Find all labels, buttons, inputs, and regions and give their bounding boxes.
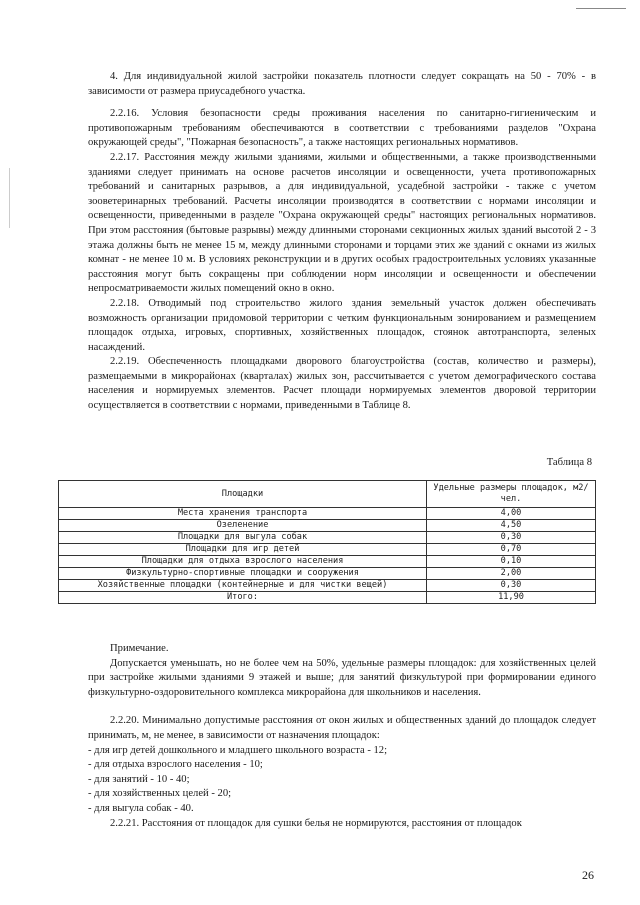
- list-item: - для выгула собак - 40.: [88, 802, 194, 814]
- note-text: Допускается уменьшать, но не более чем на 50%, удельные размеры площадок: для хозяйственных целей при застройке жилыми зданиями 9 этажей и выше; для занятий физкультурой при формировании единого физкультурно-оздоровительного комплекса микрорайона для школьников и населения.: [88, 657, 596, 698]
- table-cell-value: 2,00: [427, 568, 596, 580]
- paragraph-2-2-17: 2.2.17. Расстояния между жилыми зданиями, жилыми и общественными, а также производственными зданиями следует принимать на основе расчетов инсоляции и освещенности, учета противопожарных требований и санитарных разрывов, а для индивидуальной, усадебной застройки - также с учетом зооветеринарных требований. Расчеты инсоляции производятся в соответствии с нормами инсоляции и освещенности, приведенными в разделе "Охрана окружающей среды" настоящих региональных нормативов. При этом расстояния (бытовые разрывы) между длинными сторонами секционных жилых зданий высотой 2 - 3 этажа должны быть не менее 15 м, между длинными сторонами и торцами этих же зданий с окнами из жилых комнат - не менее 10 м. В условиях реконструкции и в других особых градостроительных условиях указанные расстояния могут быть сокращены при соблюдении норм инсоляции и освещенности и обеспечении непросматриваемости жилых помещений окно в окно.: [88, 151, 596, 295]
- table-row: [59, 556, 596, 568]
- table-cell-value: 4,00: [427, 508, 596, 520]
- table-cell-name: Площадки для выгула собак: [59, 532, 427, 544]
- table-cell-name: Места хранения транспорта: [59, 508, 427, 520]
- table-cell-value: 11,90: [427, 592, 596, 604]
- list-item: - для игр детей дошкольного и младшего школьного возраста - 12;: [88, 744, 388, 756]
- top-text-block: [88, 70, 596, 414]
- paragraph-2-2-18: 2.2.18. Отводимый под строительство жилого здания земельный участок должен обеспечивать возможность организации придомовой территории с четким функциональным зонированием и размещением площадок отдыха, игровых, спортивных, хозяйственных площадок, стоянок автотранспорта, зеленых насаждений.: [88, 297, 596, 353]
- table-header-row: [59, 481, 596, 508]
- table-8: [58, 480, 596, 604]
- table-row: [59, 580, 596, 592]
- table-cell-value: 0,70: [427, 544, 596, 556]
- table-cell-name: Хозяйственные площадки (контейнерные и для чистки вещей): [59, 580, 427, 592]
- table-row: [59, 520, 596, 532]
- distance-list: [88, 744, 596, 817]
- list-item: - для занятий - 10 - 40;: [88, 773, 190, 785]
- table-row: [59, 568, 596, 580]
- list-item: - для отдыха взрослого населения - 10;: [88, 759, 263, 771]
- table-cell-value: 4,50: [427, 520, 596, 532]
- scan-margin-mark: [9, 168, 10, 228]
- bottom-text-block: [88, 642, 596, 831]
- list-item: - для хозяйственных целей - 20;: [88, 788, 232, 800]
- paragraph-2-2-16: 2.2.16. Условия безопасности среды проживания населения по санитарно-гигиеническим и противопожарным требованиям обеспечиваются в соответствии с требованиями разделов "Охрана окружающей среды", "Пожарная безопасность", а также настоящих региональных нормативов.: [88, 108, 596, 149]
- table-row-total: [59, 592, 596, 604]
- table-row: [59, 508, 596, 520]
- table-cell-name: Площадки для отдыха взрослого населения: [59, 556, 427, 568]
- paragraph-2-2-20: 2.2.20. Минимально допустимые расстояния от окон жилых и общественных зданий до площадок следует принимать, м, не менее, в зависимости от назначения площадок:: [88, 715, 596, 741]
- table-cell-value: 0,10: [427, 556, 596, 568]
- table-caption: Таблица 8: [546, 457, 592, 468]
- page-number: 26: [582, 868, 594, 882]
- paragraph-density: 4. Для индивидуальной жилой застройки показатель плотности следует сокращать на 50 - 70% - в зависимости от размера приусадебного участка.: [88, 71, 596, 97]
- scan-corner-line: [576, 8, 626, 9]
- table-header-cell: Площадки: [59, 481, 427, 508]
- paragraph-2-2-21: 2.2.21. Расстояния от площадок для сушки белья не нормируются, расстояния от площадок: [110, 817, 522, 829]
- table-row: [59, 544, 596, 556]
- note-title: Примечание.: [110, 643, 169, 654]
- table-header-cell: Удельные размеры площадок, м2/чел.: [427, 481, 596, 508]
- table-row: [59, 532, 596, 544]
- table-cell-name: Площадки для игр детей: [59, 544, 427, 556]
- table-cell-name: Озеленение: [59, 520, 427, 532]
- table-cell-value: 0,30: [427, 532, 596, 544]
- table-cell-name: Итого:: [59, 592, 427, 604]
- table-cell-value: 0,30: [427, 580, 596, 592]
- table-cell-name: Физкультурно-спортивные площадки и сооружения: [59, 568, 427, 580]
- paragraph-2-2-19: 2.2.19. Обеспеченность площадками дворового благоустройства (состав, количество и размеры), размещаемыми в микрорайонах (кварталах) жилых зон, рассчитывается с учетом демографического состава населения и нормируемых элементов. Расчет площади нормируемых элементов дворовой территории осуществляется в соответствии с нормами, приведенными в Таблице 8.: [88, 356, 596, 412]
